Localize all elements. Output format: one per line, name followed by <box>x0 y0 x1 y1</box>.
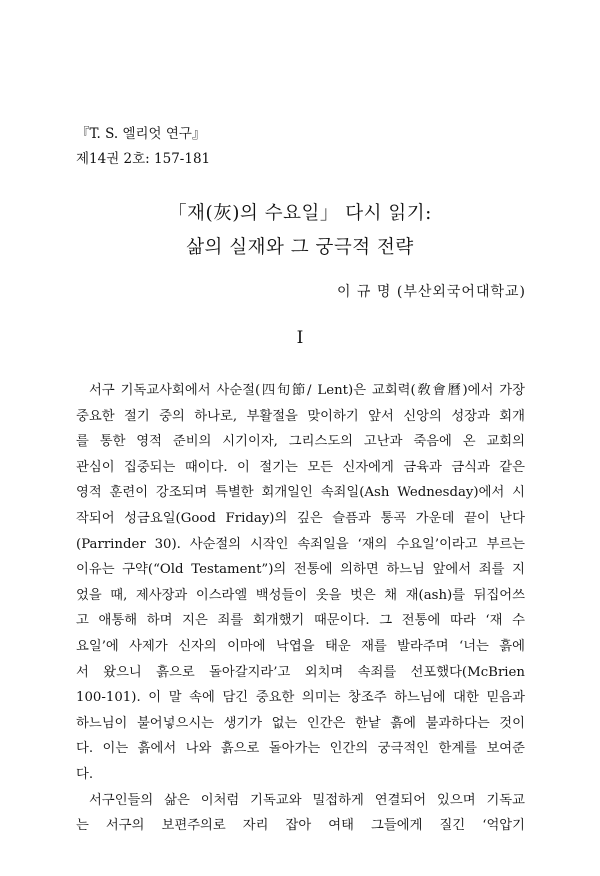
title-line-1: 「재(灰)의 수요일」 다시 읽기: <box>168 203 432 224</box>
body-line: 고 애통해 하며 지은 죄를 회개했기 때문이다. 그 전통에 따라 ‘재 수 <box>76 613 525 629</box>
body-line: 중요한 절기 중의 하나로, 부활절을 맞이하기 앞서 신앙의 성장과 회개 <box>76 408 525 424</box>
body-line: 었을 때, 제사장과 이스라엘 백성들이 옷을 벗은 채 재(ash)를 뒤집어쓰 <box>76 587 525 603</box>
section-heading: I <box>296 328 304 348</box>
body-line: (Parrinder 30). 사순절의 시작인 속죄일을 ‘재의 수요일’이라고 부르는 <box>76 536 525 552</box>
body-line: 서구 기독교사회에서 사순절(四旬節/ Lent)은 교회력(敎會曆)에서 가장 <box>89 383 525 398</box>
journal-info <box>76 122 210 172</box>
article-title <box>0 197 600 265</box>
body-line: 를 통한 영적 준비의 시기이자, 그리스도의 고난과 죽음에 온 교회의 <box>76 434 525 450</box>
title-line-2: 삶의 실재와 그 궁극적 전략 <box>186 237 414 258</box>
body-line: 는 서구의 보편주의로 자리 잡아 여태 그들에게 질긴 ‘억압기 <box>76 818 525 834</box>
body-line: 작되어 성금요일(Good Friday)의 깊은 슬픔과 통곡 가운데 끝이 난다 <box>76 510 525 526</box>
body-line: 다. <box>76 766 94 782</box>
body-line: 관심이 집중되는 때이다. 이 절기는 모든 신자에게 금육과 금식과 같은 <box>76 459 525 475</box>
body-line: 영적 훈련이 강조되며 특별한 회개일인 속죄일(Ash Wednesday)에서 시 <box>76 485 525 501</box>
body-text <box>76 378 525 839</box>
body-line: 서 왔으니 흙으로 돌아갈지라’고 외치며 속죄를 선포했다(McBrien <box>76 664 525 680</box>
body-line: 서구인들의 삶은 이처럼 기독교와 밀접하게 연결되어 있으며 기독교 <box>89 792 525 808</box>
journal-name: 『T. S. 엘리엇 연구』 <box>76 126 206 142</box>
issue-pages: 제14권 2호: 157-181 <box>76 151 211 167</box>
author: 이 규 명 (부산외국어대학교) <box>336 284 526 300</box>
body-line: 이유는 구약(“Old Testament”)의 전통에 의하면 하느님 앞에서 죄를 지 <box>76 562 525 578</box>
body-line: 100-101). 이 말 속에 담긴 중요한 의미는 창조주 하느님에 대한 믿음과 <box>76 690 525 706</box>
body-line: 다. 이는 흙에서 나와 흙으로 돌아가는 인간의 궁극적인 한계를 보여준 <box>76 741 525 757</box>
body-line: 요일’에 사제가 신자의 이마에 낙엽을 태운 재를 발라주며 ‘너는 흙에 <box>76 638 525 654</box>
body-line: 하느님이 불어넣으시는 생기가 없는 인간은 한낱 흙에 불과하다는 것이 <box>76 715 525 731</box>
